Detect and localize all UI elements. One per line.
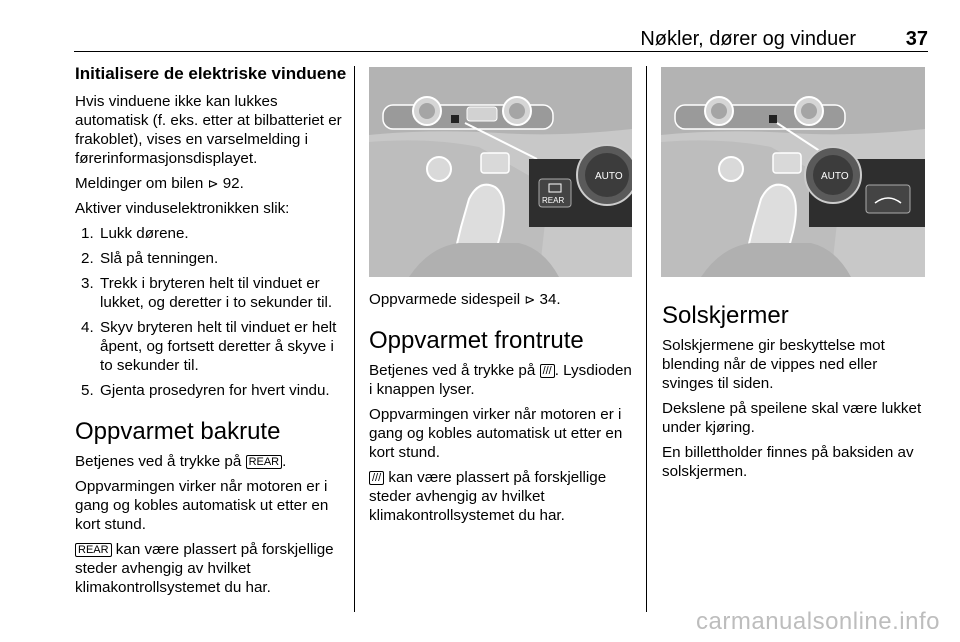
auto-label: AUTO [821, 171, 849, 182]
rear-location-note: REAR kan være plassert på forskjellige steder avhengig av hvilket klimakontrollsystemet du har. [75, 541, 334, 596]
header-rule [74, 51, 928, 52]
steps-list [75, 224, 347, 400]
figure-rear-defrost [369, 67, 632, 277]
heated-mirrors-reference: Oppvarmede sidespeil ⊳ 34. [369, 291, 561, 308]
rear-label: REAR [542, 196, 565, 205]
left-column [75, 64, 347, 603]
windows-intro: Hvis vinduene ikke kan lukkes automatisk (f. eks. etter at bilbatteriet er frakoblet), vises en varselmelding i førerinformasjonsdisplayet. [75, 93, 342, 167]
right-column [662, 302, 928, 487]
reference-arrow-icon: ⊳ [207, 176, 219, 191]
section-title-rear-window: Oppvarmet bakrute [75, 418, 281, 445]
front-operation: Betjenes ved å trykke på /// . Lysdioden i knappen lyser. [369, 362, 632, 398]
page-header [74, 26, 928, 52]
rear-defrost-icon: REAR [246, 455, 283, 469]
section-title-windows: Initialisere de elektriske vinduene [75, 64, 347, 83]
console-illustration [369, 67, 632, 277]
activate-instruction: Aktiver vinduselektronikken slik: [75, 200, 290, 217]
windscreen-defrost-icon: /// [369, 471, 384, 485]
rear-operation: Betjenes ved å trykke på REAR . [75, 453, 287, 470]
front-heating-note: Oppvarmingen virker når motoren er i gang og kobles automatisk ut etter en kort stund. [369, 406, 623, 461]
reference-arrow-icon: ⊳ [524, 292, 536, 307]
section-title-sun-visors: Solskjermer [662, 302, 789, 329]
column-divider-1 [354, 66, 355, 612]
sun-visors-description: Solskjermene gir beskyttelse mot blending når de vippes ned eller svinges til siden. [662, 337, 885, 392]
list-item: 1. Lukk dørene. [81, 225, 189, 242]
page-number: 37 [905, 28, 928, 50]
ticket-holder-note: En billettholder finnes på baksiden av solskjermen. [662, 444, 914, 480]
list-item: 4. Skyv bryteren helt til vinduet er helt åpent, og fortsett deretter å skyve i to sekunder til. [81, 319, 337, 374]
auto-label: AUTO [595, 171, 623, 182]
column-divider-2 [646, 66, 647, 612]
middle-column [369, 290, 635, 531]
header-title: Nøkler, dører og vinduer [640, 28, 856, 50]
messages-reference: Meldinger om bilen ⊳ 92. [75, 175, 244, 192]
list-item: 5. Gjenta prosedyren for hvert vindu. [81, 382, 330, 399]
windscreen-defrost-icon: /// [540, 364, 555, 378]
section-title-windscreen: Oppvarmet frontrute [369, 327, 584, 354]
list-item: 3. Trekk i bryteren helt til vinduet er lukket, og deretter i to sekunder til. [81, 275, 333, 311]
front-location-note: /// kan være plassert på forskjellige steder avhengig av hvilket klimakontrollsystemet du har. [369, 469, 607, 524]
figure-front-defrost [661, 67, 925, 277]
list-item: 2. Slå på tenningen. [81, 250, 219, 267]
rear-defrost-icon: REAR [75, 543, 112, 557]
mirror-covers-note: Dekslene på speilene skal være lukket under kjøring. [662, 400, 922, 436]
rear-heating-note: Oppvarmingen virker når motoren er i gang og kobles automatisk ut etter en kort stund. [75, 478, 329, 533]
watermark: carmanualsonline.info [696, 608, 940, 635]
console-illustration [661, 67, 925, 277]
